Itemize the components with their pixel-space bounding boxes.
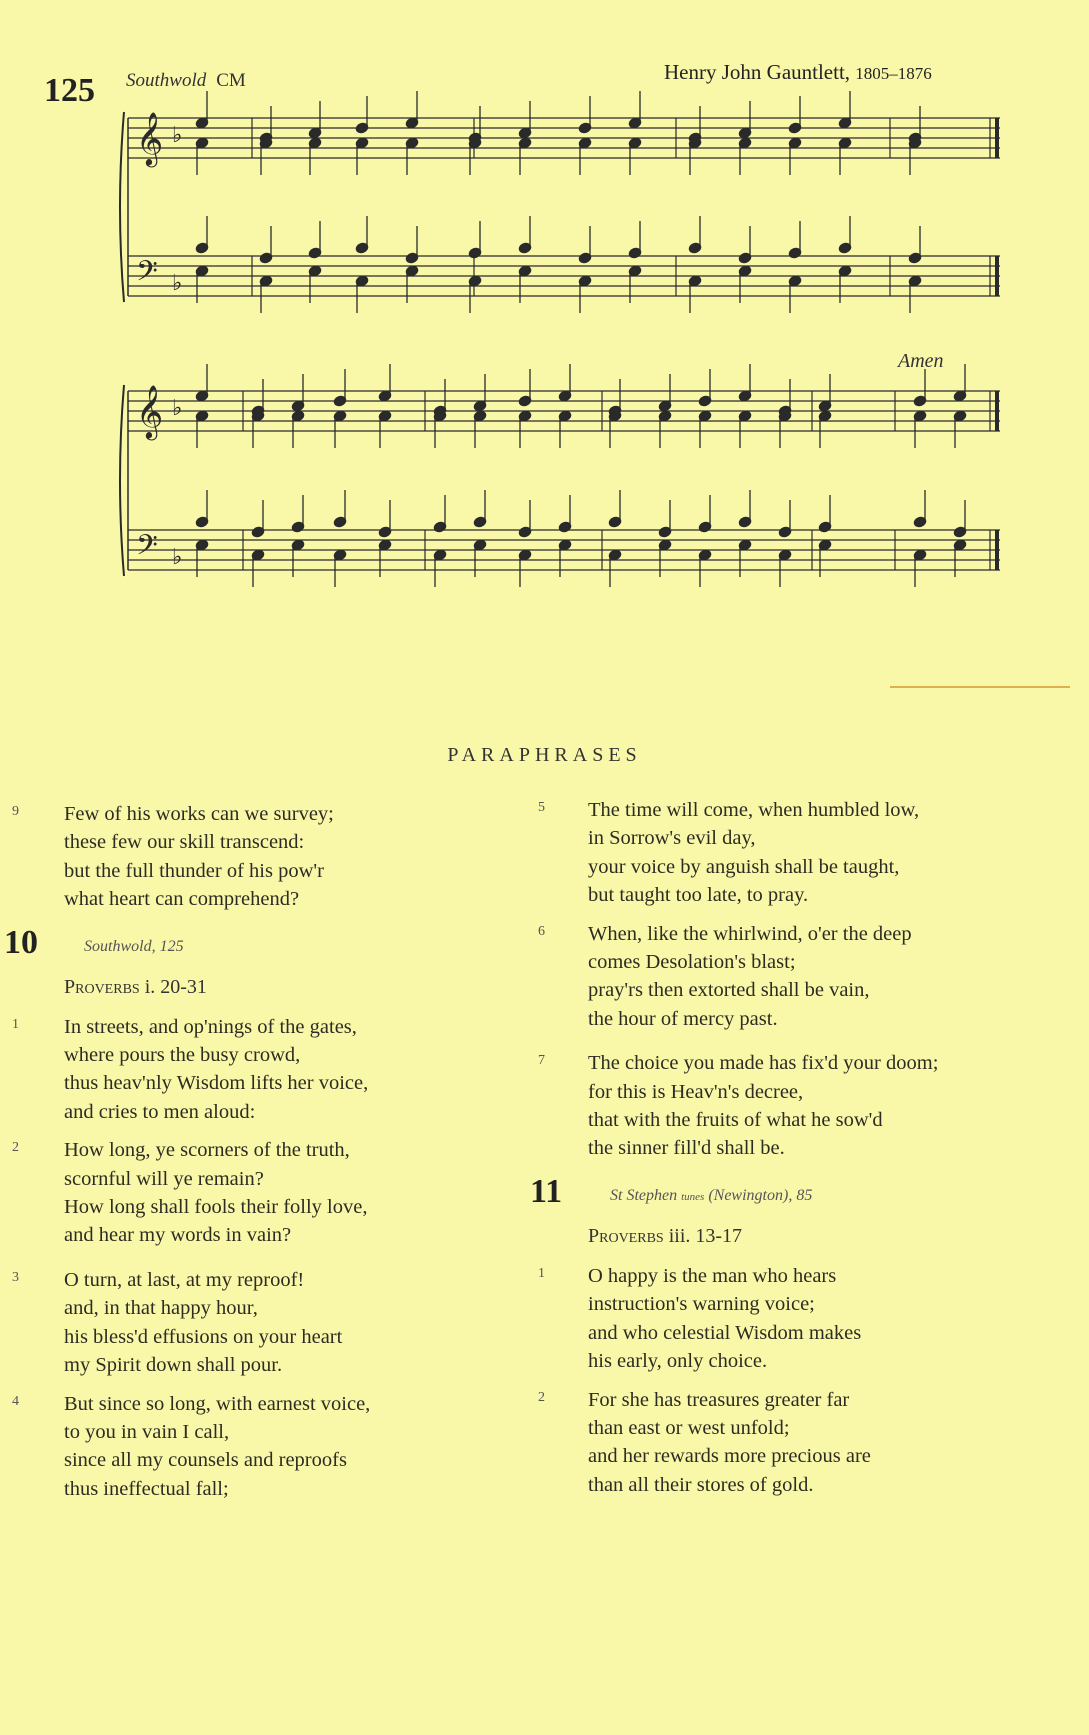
- verse-number: 2: [12, 1140, 19, 1156]
- verse-line: that with the fruits of what he sow'd: [588, 1109, 883, 1132]
- verse-line: what heart can comprehend?: [64, 888, 300, 911]
- verse-line: thus heav'nly Wisdom lifts her voice,: [64, 1072, 369, 1095]
- paraphrase-heading: [520, 1173, 980, 1225]
- paraphrase-tune: Southwold, 125: [84, 937, 184, 955]
- left-column: [0, 800, 460, 1513]
- composer-name: Henry John Gauntlett,: [664, 60, 851, 84]
- scripture-reference: [64, 976, 460, 999]
- flat-sign: ♭: [172, 545, 183, 570]
- verse-number: 1: [12, 1016, 19, 1032]
- section-rule: [890, 686, 1070, 688]
- stanza: [0, 1266, 460, 1380]
- verse-line: and cries to men aloud:: [64, 1100, 256, 1123]
- stanza: [520, 1386, 980, 1500]
- score-system-1: [120, 91, 1000, 313]
- verse-line: pray'rs then extorted shall be vain,: [588, 979, 870, 1002]
- verse-line: thus ineffectual fall;: [64, 1477, 229, 1500]
- stanza: [0, 1136, 460, 1250]
- tune-title: Southwold: [126, 70, 207, 91]
- verse-line: where pours the busy crowd,: [64, 1044, 301, 1067]
- verse-line: the sinner fill'd shall be.: [588, 1137, 785, 1160]
- right-column: [520, 796, 980, 1509]
- stanza: [0, 1013, 460, 1127]
- verse-line: for this is Heav'n's decree,: [588, 1080, 804, 1103]
- verse-line: O happy is the man who hears: [588, 1264, 837, 1287]
- verse-line: instruction's warning voice;: [588, 1293, 815, 1316]
- stanza-lines: [588, 1386, 980, 1500]
- stanza-lines: [64, 1266, 460, 1380]
- verse-line: but taught too late, to pray.: [588, 884, 809, 907]
- verse-line: For she has treasures greater far: [588, 1388, 850, 1411]
- ref-book: Proverbs: [64, 975, 140, 998]
- verse-line: and, in that happy hour,: [64, 1297, 258, 1320]
- paraphrase-heading: [0, 924, 460, 976]
- tune-meter: CM: [216, 70, 246, 91]
- stanza: [0, 1390, 460, 1504]
- stanza-lines: [588, 1262, 980, 1376]
- flat-sign: ♭: [172, 271, 183, 296]
- verse-line: these few our skill transcend:: [64, 831, 305, 854]
- verse-number: 1: [538, 1265, 545, 1281]
- verse-line: than all their stores of gold.: [588, 1473, 814, 1496]
- tune-rest: (Newington), 85: [704, 1186, 813, 1204]
- verse-number: 5: [538, 800, 545, 815]
- verse-line: than east or west unfold;: [588, 1416, 790, 1439]
- treble-clef: 𝄞: [136, 111, 164, 165]
- paraphrase-number: 11: [530, 1172, 563, 1210]
- stanza: [0, 800, 460, 914]
- stanza-lines: [64, 800, 460, 914]
- verse-line: his early, only choice.: [588, 1350, 768, 1373]
- tune-name: St Stephen: [610, 1186, 678, 1204]
- verse-line: your voice by anguish shall be taught,: [588, 855, 900, 878]
- stanza-lines: [64, 1390, 460, 1504]
- verse-line: in Sorrow's evil day,: [588, 827, 756, 850]
- ref-passage: i. 20-31: [144, 975, 207, 998]
- verse-line: The choice you made has fix'd your doom;: [588, 1052, 939, 1075]
- verse-line: my Spirit down shall pour.: [64, 1354, 283, 1377]
- verse-number: 9: [12, 804, 19, 819]
- paraphrase-tune: [610, 1187, 812, 1205]
- verse-number: 2: [538, 1389, 545, 1405]
- verse-number: 4: [12, 1393, 19, 1409]
- paraphrase-number: 10: [4, 923, 38, 961]
- verse-line: to you in vain I call,: [64, 1420, 230, 1443]
- verse-line: comes Desolation's blast;: [588, 951, 796, 974]
- ref-passage: iii. 13-17: [668, 1224, 743, 1247]
- score-system-2: [120, 364, 1000, 587]
- verse-line: and her rewards more precious are: [588, 1445, 871, 1468]
- hymn-number: 125: [44, 72, 95, 109]
- bass-clef: 𝄢: [136, 529, 158, 569]
- verse-line: Few of his works can we survey;: [64, 803, 334, 825]
- bass-clef: 𝄢: [136, 255, 158, 295]
- flat-sign: ♭: [172, 396, 183, 421]
- stanza: [520, 920, 980, 1034]
- verse-line: his bless'd effusions on your heart: [64, 1325, 343, 1348]
- stanza-lines: [588, 920, 980, 1034]
- stanza: [520, 796, 980, 910]
- brace: [120, 385, 124, 576]
- verse-line: and who celestial Wisdom makes: [588, 1321, 862, 1344]
- final-bar: [995, 530, 999, 570]
- treble-clef: 𝄞: [136, 384, 164, 438]
- stanza-lines: [64, 1013, 460, 1127]
- stanza-lines: [588, 796, 980, 910]
- verse-line: In streets, and op'nings of the gates,: [64, 1015, 357, 1038]
- verse-line: O turn, at last, at my reproof!: [64, 1268, 305, 1291]
- final-bar: [995, 256, 999, 296]
- stanza-lines: [588, 1049, 980, 1163]
- stanza-lines: [64, 1136, 460, 1250]
- verse-line: When, like the whirlwind, o'er the deep: [588, 922, 912, 945]
- verse-line: How long, ye scorners of the truth,: [64, 1139, 350, 1162]
- verse-line: But since so long, with earnest voice,: [64, 1392, 371, 1415]
- verse-number: 7: [538, 1053, 545, 1069]
- composer-dates: 1805–1876: [855, 64, 932, 83]
- verse-line: the hour of mercy past.: [588, 1007, 778, 1030]
- final-bar: [995, 391, 999, 431]
- verse-line: but the full thunder of his pow'r: [64, 859, 324, 882]
- final-bar: [995, 118, 999, 158]
- verse-line: The time will come, when humbled low,: [588, 799, 920, 821]
- flat-sign: ♭: [172, 123, 183, 148]
- verse-line: How long shall fools their folly love,: [64, 1196, 368, 1219]
- tune-small: tunes: [681, 1190, 705, 1203]
- stanza: [520, 1049, 980, 1163]
- stanza: [520, 1262, 980, 1376]
- verse-line: since all my counsels and reproofs: [64, 1449, 347, 1472]
- ref-book: Proverbs: [588, 1224, 664, 1247]
- verse-number: 6: [538, 923, 545, 939]
- music-score: [0, 0, 1089, 600]
- brace: [120, 112, 124, 302]
- verse-line: and hear my words in vain?: [64, 1224, 292, 1247]
- verse-number: 3: [12, 1269, 19, 1285]
- verse-line: scornful will ye remain?: [64, 1167, 264, 1190]
- amen-label: Amen: [898, 350, 944, 372]
- scripture-reference: [588, 1225, 980, 1248]
- section-title: PARAPHRASES: [447, 744, 642, 766]
